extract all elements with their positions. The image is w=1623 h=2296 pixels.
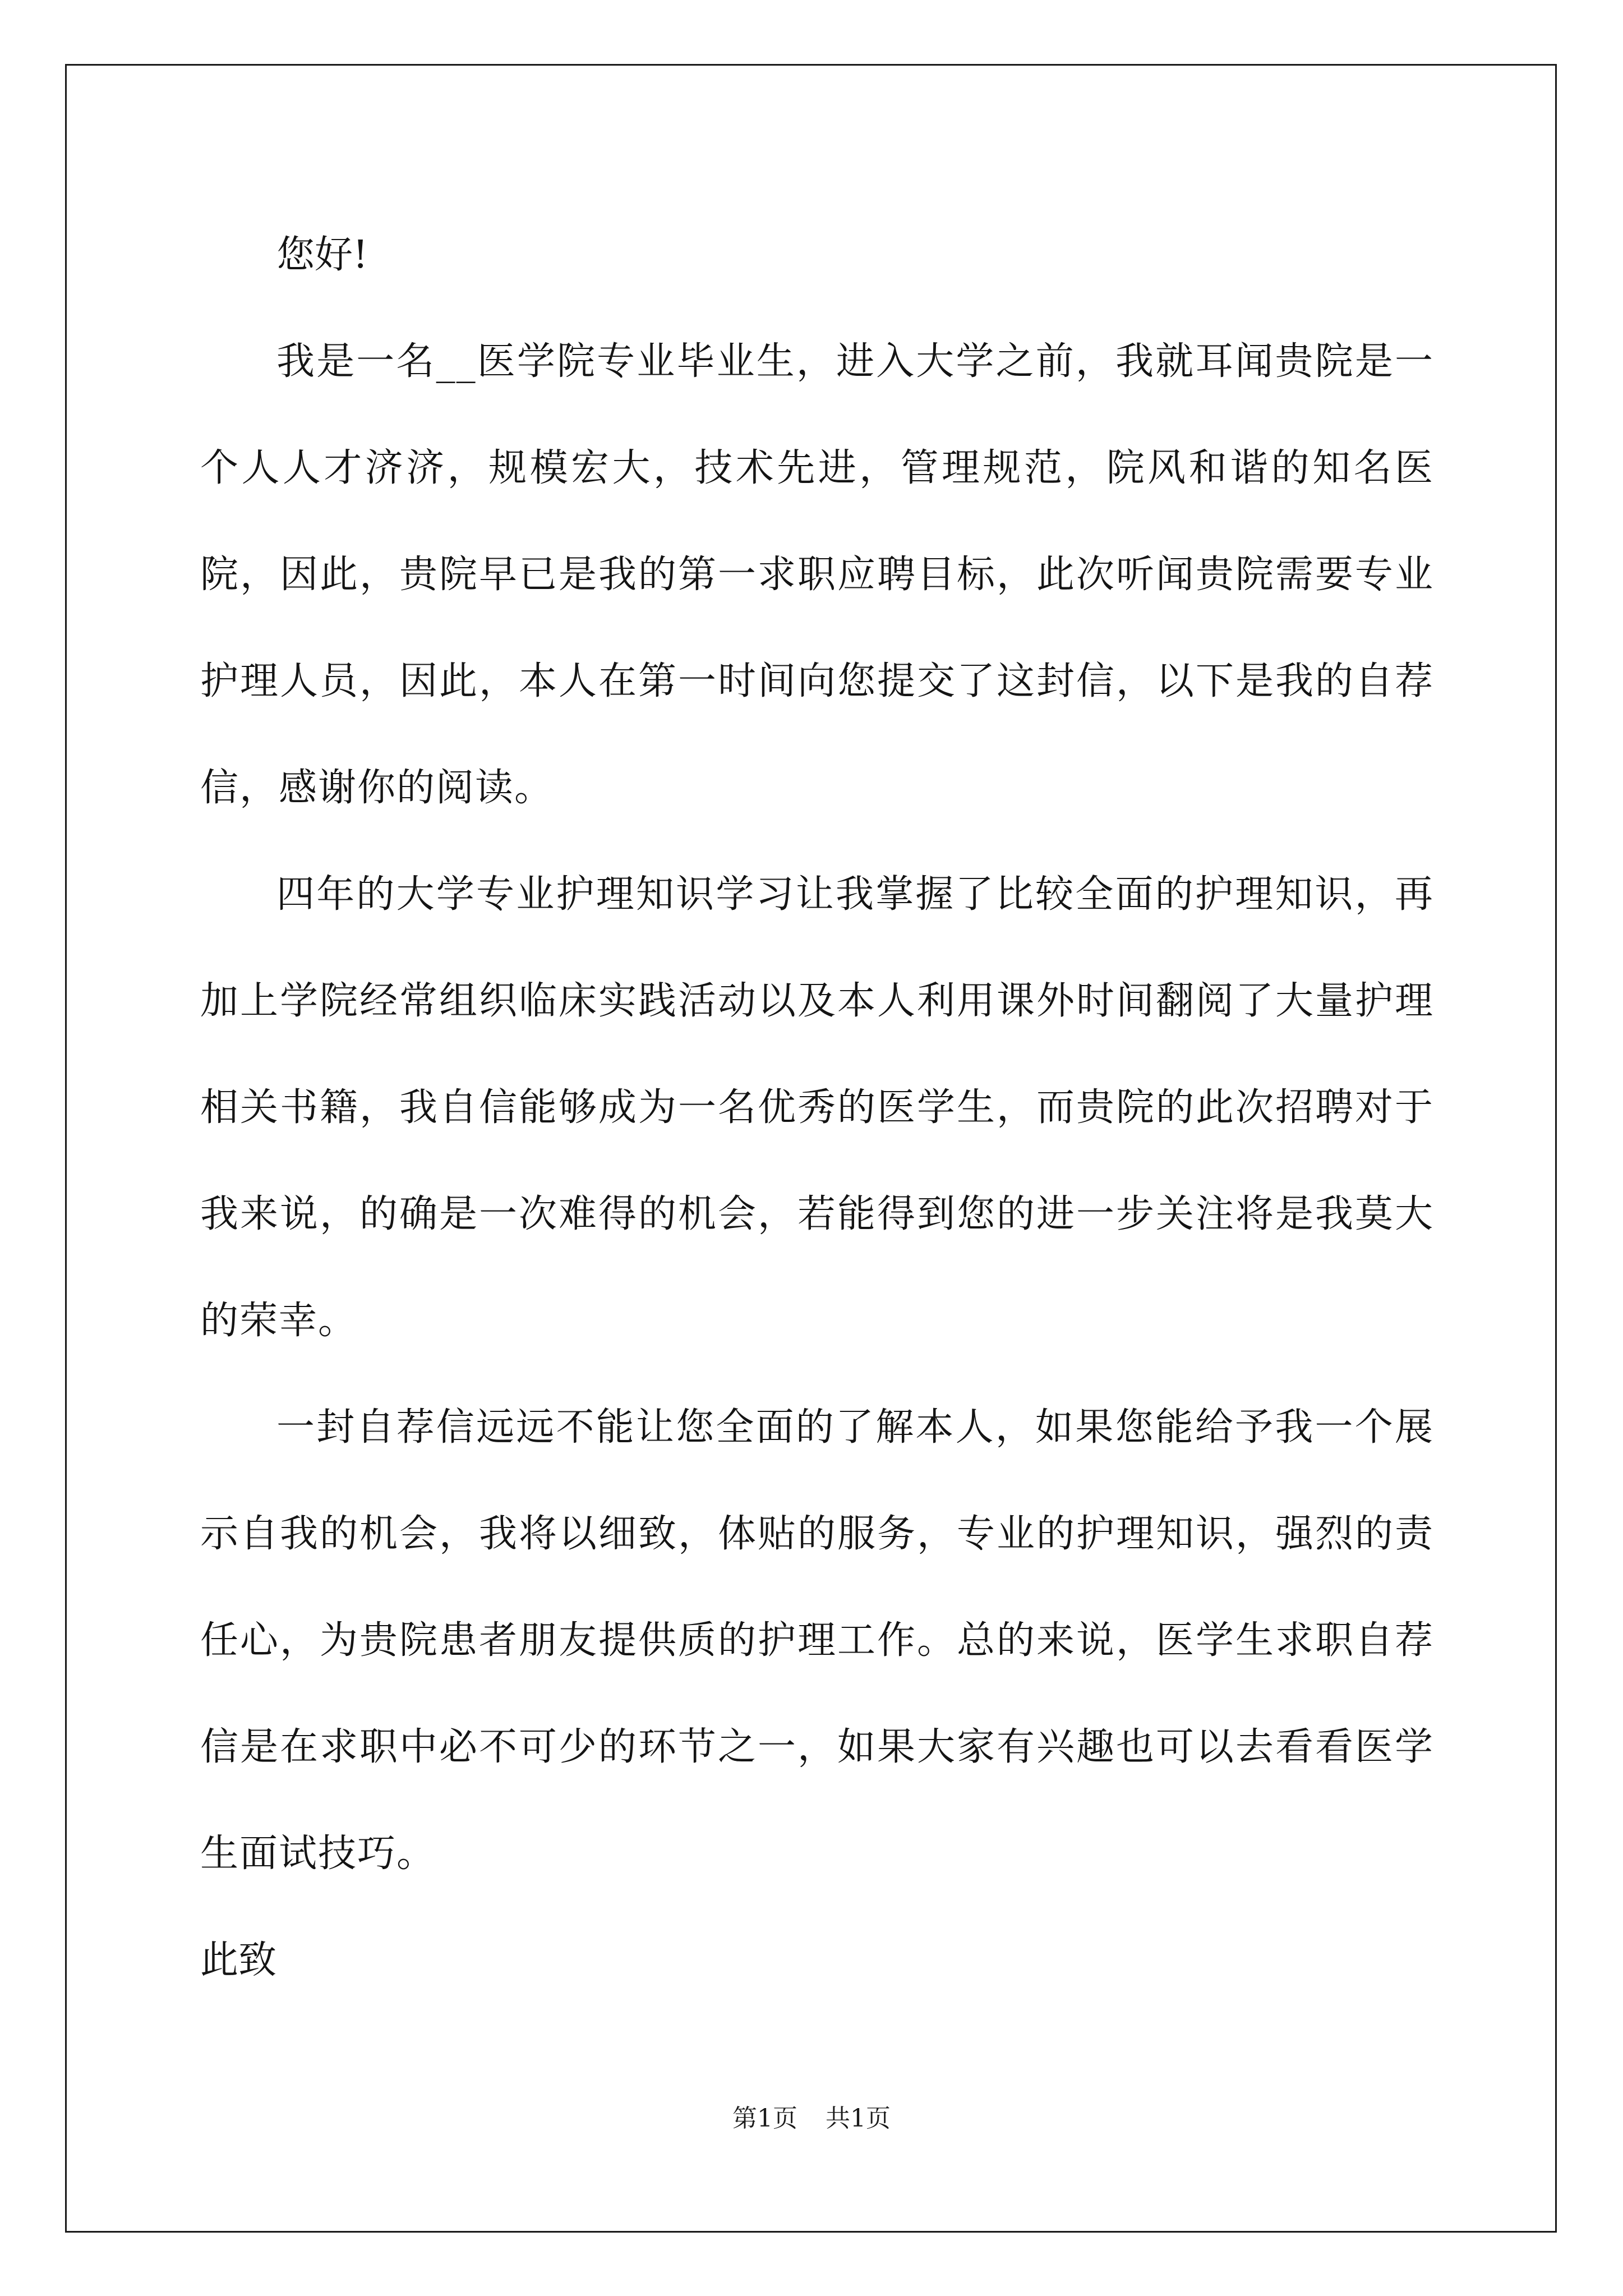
page-number: 第1页 [732, 2104, 797, 2133]
page-footer [0, 2098, 1623, 2134]
letter-paragraph-2: 四年的大学专业护理知识学习让我掌握了比较全面的护理知识，再加上学院经常组织临床实践活动以及本人利用课外时间翻阅了大量护理相关书籍，我自信能够成为一名优秀的医学生，而贵院的此次招聘对于我来说，的确是一次难得的机会，若能得到您的进一步关注将是我莫大的荣幸。 [200, 872, 1434, 1343]
letter-body [200, 202, 1434, 2014]
page-total: 共1页 [826, 2104, 891, 2133]
letter-paragraph-3: 一封自荐信远远不能让您全面的了解本人，如果您能给予我一个展示自我的机会，我将以细致，体贴的服务，专业的护理知识，强烈的责任心，为贵院患者朋友提供质的护理工作。总的来说，医学生求职自荐信是在求职中必不可少的环节之一，如果大家有兴趣也可以去看看医学生面试技巧。 [200, 1405, 1434, 1876]
letter-paragraph-1: 我是一名__医学院专业毕业生，进入大学之前，我就耳闻贵院是一个人人才济济，规模宏大，技术先进，管理规范，院风和谐的知名医院，因此，贵院早已是我的第一求职应聘目标，此次听闻贵院需要专业护理人员，因此，本人在第一时间向您提交了这封信，以下是我的自荐信，感谢你的阅读。 [200, 339, 1434, 810]
letter-greeting: 您好! [276, 233, 368, 277]
letter-closing: 此致 [200, 1938, 277, 1982]
